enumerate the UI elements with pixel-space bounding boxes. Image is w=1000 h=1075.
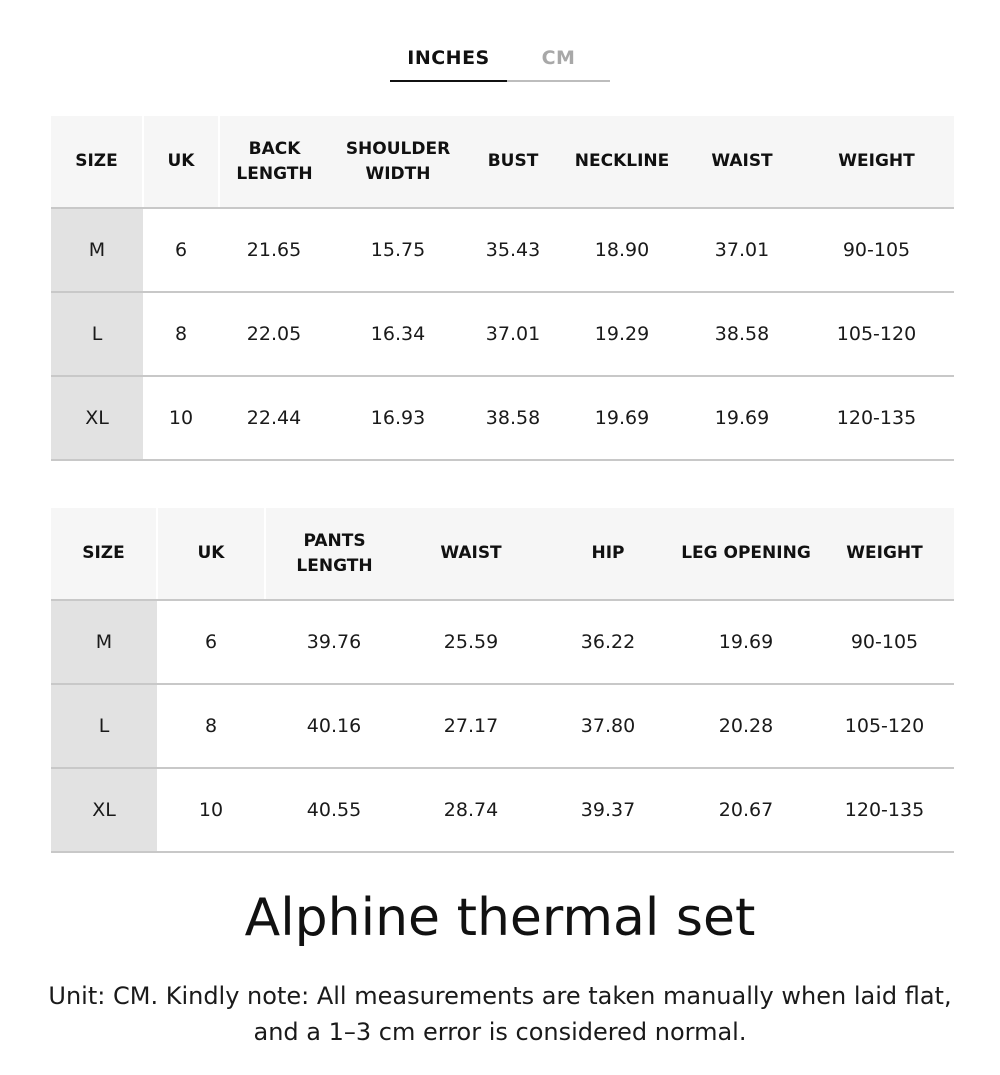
- table-cell: 8: [157, 684, 265, 768]
- table-cell: 21.65: [219, 208, 329, 292]
- column-header: WAIST: [685, 116, 799, 208]
- table-row: [51, 208, 954, 292]
- column-header: BUST: [467, 116, 559, 208]
- column-header: WAIST: [403, 508, 539, 600]
- table-cell: 38.58: [685, 292, 799, 376]
- column-header: UK: [143, 116, 219, 208]
- table-cell: 16.93: [329, 376, 467, 460]
- table-cell: 90-105: [799, 208, 954, 292]
- table-cell: 40.16: [265, 684, 403, 768]
- tab-inches[interactable]: INCHES: [390, 42, 507, 82]
- table-cell: 27.17: [403, 684, 539, 768]
- size-cell: M: [51, 600, 157, 684]
- table-cell: 16.34: [329, 292, 467, 376]
- table-cell: 120-135: [815, 768, 954, 852]
- table-cell: 39.76: [265, 600, 403, 684]
- size-cell: XL: [51, 768, 157, 852]
- table-row: [51, 768, 954, 852]
- table-cell: 6: [143, 208, 219, 292]
- table-cell: 19.69: [559, 376, 685, 460]
- table-cell: 39.37: [539, 768, 677, 852]
- table-cell: 37.80: [539, 684, 677, 768]
- table-cell: 10: [143, 376, 219, 460]
- table-header-row: [51, 508, 954, 600]
- table-cell: 22.05: [219, 292, 329, 376]
- column-header: NECKLINE: [559, 116, 685, 208]
- table-row: [51, 376, 954, 460]
- table-cell: 18.90: [559, 208, 685, 292]
- table-cell: 36.22: [539, 600, 677, 684]
- measurement-note: Unit: CM. Kindly note: All measurements are taken manually when laid flat, and a 1–3 cm error is considered normal.: [48, 982, 952, 1046]
- table-cell: 15.75: [329, 208, 467, 292]
- table-row: [51, 292, 954, 376]
- size-cell: M: [51, 208, 143, 292]
- unit-tabs: [390, 42, 610, 84]
- top-size-table: [51, 116, 954, 461]
- table-header-row: [51, 116, 954, 208]
- product-title: Alphine thermal set: [244, 888, 756, 948]
- size-cell: L: [51, 684, 157, 768]
- table-cell: 25.59: [403, 600, 539, 684]
- table-cell: 105-120: [799, 292, 954, 376]
- table-cell: 28.74: [403, 768, 539, 852]
- table-cell: 20.28: [677, 684, 815, 768]
- column-header: HIP: [539, 508, 677, 600]
- table-cell: 40.55: [265, 768, 403, 852]
- table-cell: 105-120: [815, 684, 954, 768]
- table-row: [51, 684, 954, 768]
- tab-cm[interactable]: CM: [507, 42, 610, 82]
- table-cell: 19.29: [559, 292, 685, 376]
- table-cell: 35.43: [467, 208, 559, 292]
- column-header: PANTS LENGTH: [265, 508, 403, 600]
- column-header: SIZE: [51, 116, 143, 208]
- column-header: WEIGHT: [815, 508, 954, 600]
- table-cell: 120-135: [799, 376, 954, 460]
- column-header: WEIGHT: [799, 116, 954, 208]
- table-cell: 20.67: [677, 768, 815, 852]
- table-cell: 10: [157, 768, 265, 852]
- size-cell: L: [51, 292, 143, 376]
- table-cell: 8: [143, 292, 219, 376]
- table-cell: 38.58: [467, 376, 559, 460]
- table-cell: 6: [157, 600, 265, 684]
- table-cell: 37.01: [467, 292, 559, 376]
- table-cell: 90-105: [815, 600, 954, 684]
- table-cell: 22.44: [219, 376, 329, 460]
- pants-size-table: [51, 508, 954, 853]
- size-cell: XL: [51, 376, 143, 460]
- table-cell: 19.69: [677, 600, 815, 684]
- column-header: SHOULDER WIDTH: [329, 116, 467, 208]
- table-cell: 19.69: [685, 376, 799, 460]
- column-header: UK: [157, 508, 265, 600]
- column-header: SIZE: [51, 508, 157, 600]
- table-row: [51, 600, 954, 684]
- column-header: LEG OPENING: [677, 508, 815, 600]
- column-header: BACK LENGTH: [219, 116, 329, 208]
- table-cell: 37.01: [685, 208, 799, 292]
